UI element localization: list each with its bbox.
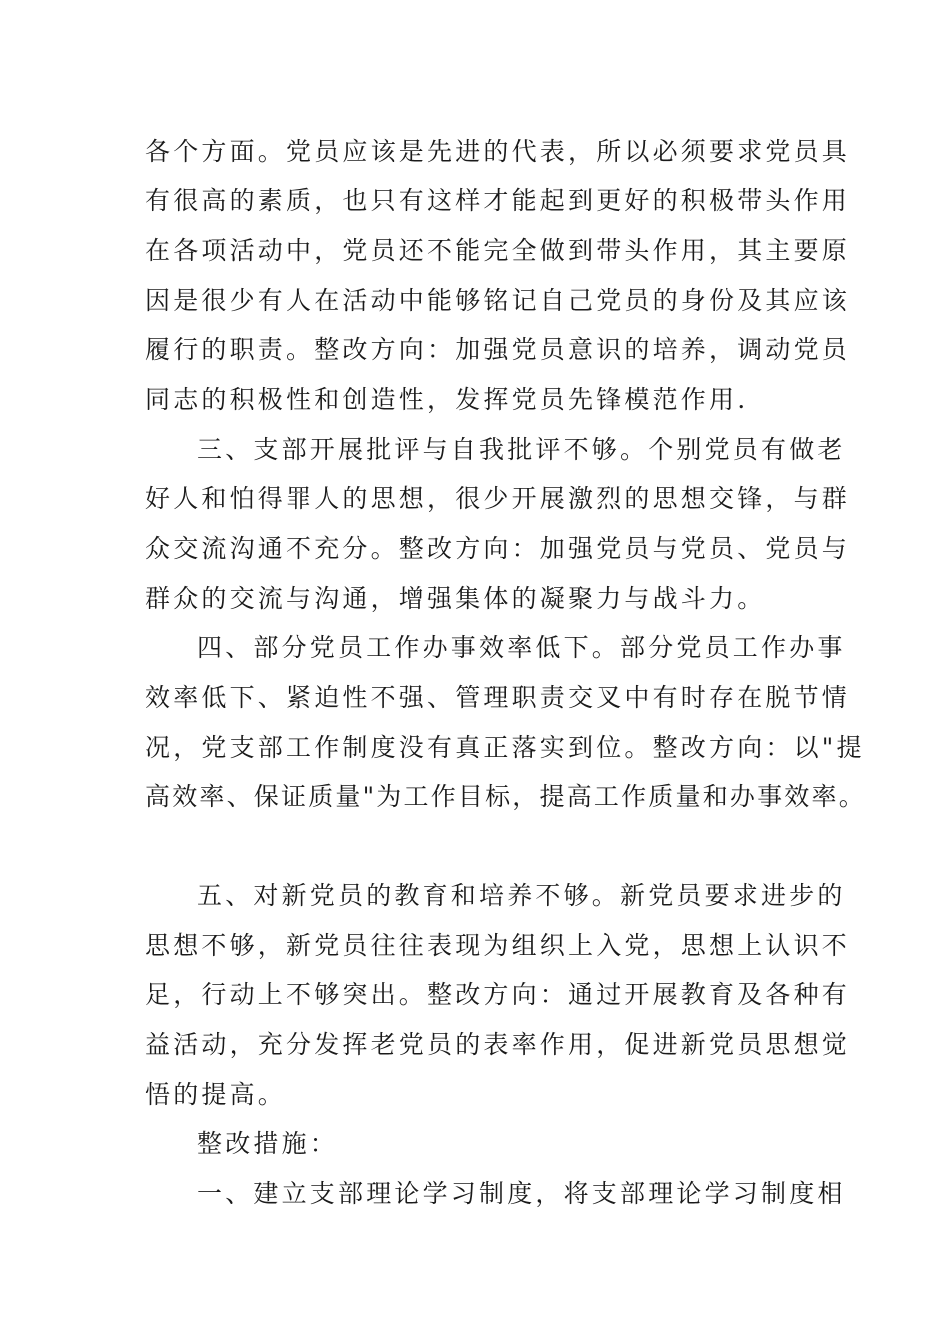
paragraph-start-line: 四、部分党员工作办事效率低下。部分党员工作办事 <box>197 633 846 662</box>
text-line: 益活动，充分发挥老党员的表率作用，促进新党员思想觉 <box>145 1030 851 1059</box>
text-line: 同志的积极性和创造性，发挥党员先锋模范作用. <box>145 385 749 414</box>
paragraph-start-line: 三、支部开展批评与自我批评不够。个别党员有做老 <box>197 435 846 464</box>
text-line: 群众的交流与沟通，增强集体的凝聚力与战斗力。 <box>145 584 766 613</box>
text-line: 因是很少有人在活动中能够铭记自己党员的身份及其应该 <box>145 286 851 315</box>
text-line: 悟的提高。 <box>145 1080 287 1109</box>
text-line: 各个方面。党员应该是先进的代表，所以必须要求党员具 <box>145 137 851 166</box>
paragraph-start-line: 一、建立支部理论学习制度，将支部理论学习制度相 <box>197 1179 846 1208</box>
text-line: 在各项活动中，党员还不能完全做到带头作用，其主要原 <box>145 236 851 265</box>
text-line: 履行的职责。整改方向：加强党员意识的培养，调动党员 <box>145 335 851 364</box>
text-line: 足，行动上不够突出。整改方向：通过开展教育及各种有 <box>145 980 851 1009</box>
text-line: 好人和怕得罪人的思想，很少开展激烈的思想交锋，与群 <box>145 484 851 513</box>
text-line: 效率低下、紧迫性不强、管理职责交叉中有时存在脱节情 <box>145 683 851 712</box>
text-line: 况，党支部工作制度没有真正落实到位。整改方向：以"提 <box>145 733 865 762</box>
text-line: 高效率、保证质量"为工作目标，提高工作质量和办事效率。 <box>145 782 866 811</box>
text-line: 有很高的素质，也只有这样才能起到更好的积极带头作用 <box>145 186 851 215</box>
paragraph-start-line: 五、对新党员的教育和培养不够。新党员要求进步的 <box>197 881 846 910</box>
section-heading: 整改措施： <box>197 1129 339 1158</box>
text-line: 思想不够，新党员往往表现为组织上入党，思想上认识不 <box>145 931 851 960</box>
text-line: 众交流沟通不充分。整改方向：加强党员与党员、党员与 <box>145 534 851 563</box>
